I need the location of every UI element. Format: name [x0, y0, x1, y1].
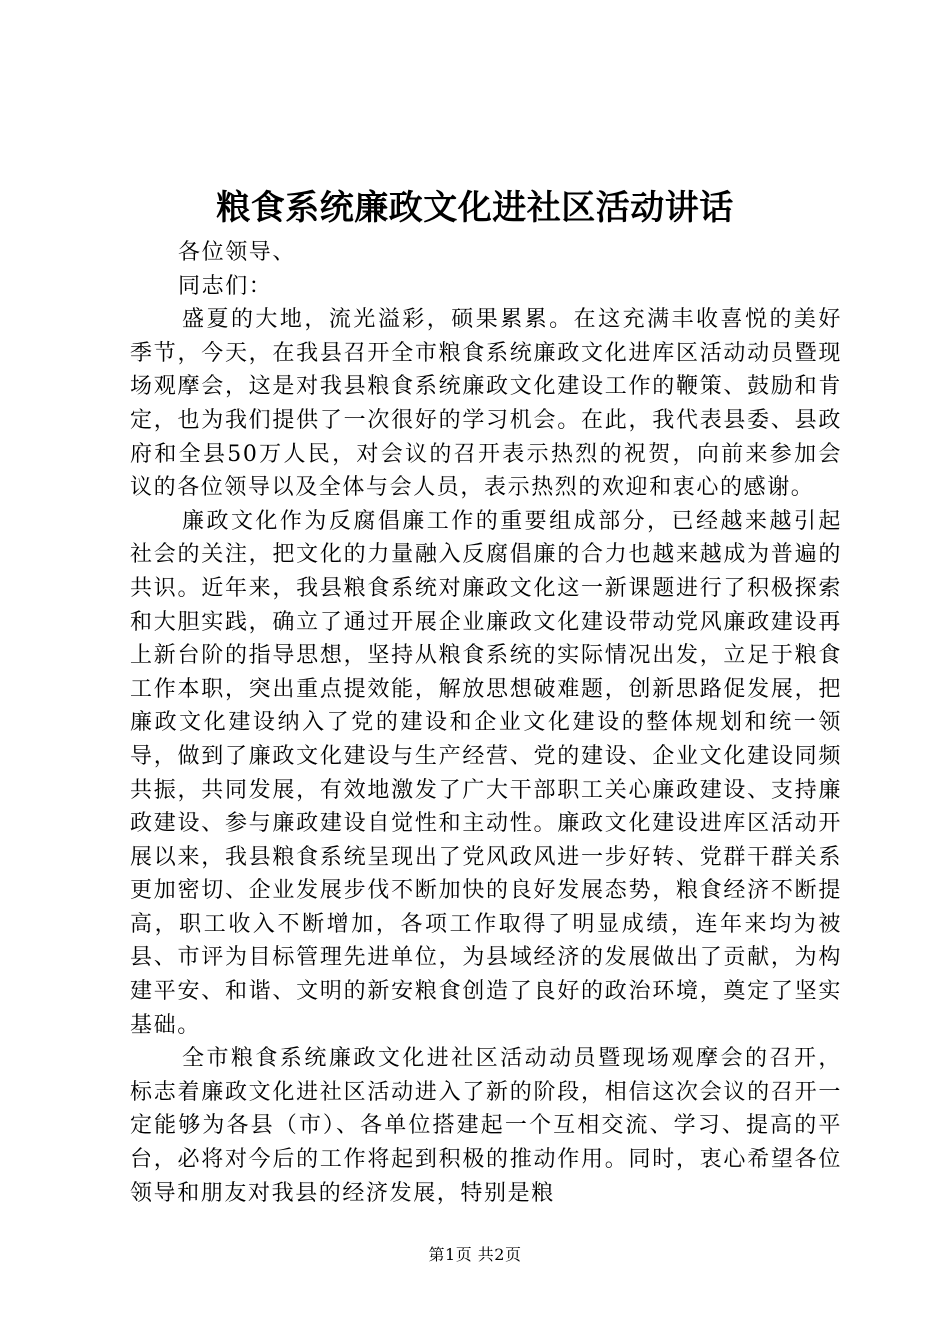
paragraph-achievements: 廉政文化作为反腐倡廉工作的重要组成部分，已经越来越引起社会的关注，把文化的力量融入反腐倡廉的合力也越来越成为普遍的共识。近年来，我县粮食系统对廉政文化这一新课题进行了积极探索和大胆实践，确立了通过开展企业廉政文化建设带动党风廉政建设再上新台阶的指导思想，坚持从粮食系统的实际情况出发，立足于粮食工作本职，突出重点提效能，解放思想破难题，创新思路促发展，把廉政文化建设纳入了党的建设和企业文化建设的整体规划和统一领导，做到了廉政文化建设与生产经营、党的建设、企业文化建设同频共振，共同发展，有效地激发了广大干部职工关心廉政建设、支持廉政建设、参与廉政建设自觉性和主动性。廉政文化建设进库区活动开展以来，我县粮食系统呈现出了党风政风进一步好转、党群干群关系更加密切、企业发展步伐不断加快的良好发展态势，粮食经济不断提高，职工收入不断增加，各项工作取得了明显成绩，连年来均为被县、市评为目标管理先进单位，为县域经济的发展做出了贡献，为构建平安、和谐、文明的新安粮食创造了良好的政治环境，奠定了坚实基础。 [130, 508, 842, 1038]
paragraph-significance: 全市粮食系统廉政文化进社区活动动员暨现场观摩会的召开，标志着廉政文化进社区活动进入了新的阶段，相信这次会议的召开一定能够为各县（市）、各单位搭建起一个互相交流、学习、提高的平台，必将对今后的工作将起到积极的推动作用。同时，衷心希望各位领导和朋友对我县的经济发展，特别是粮 [130, 1046, 842, 1206]
page-number-footer: 第1页 共2页 [428, 1245, 522, 1264]
salutation-comrades: 同志们： [178, 273, 273, 299]
salutation-leaders: 各位领导、 [178, 240, 297, 265]
document-body [130, 236, 842, 1210]
document-title: 粮食系统廉政文化进社区活动讲话 [216, 188, 734, 228]
paragraph-opening: 盛夏的大地，流光溢彩，硕果累累。在这充满丰收喜悦的美好季节，今天，在我县召开全市粮食系统廉政文化进库区活动动员暨现场观摩会，这是对我县粮食系统廉政文化建设工作的鞭策、鼓励和肯定，也为我们提供了一次很好的学习机会。在此，我代表县委、县政府和全县50万人民，对会议的召开表示热烈的祝贺，向前来参加会议的各位领导以及全体与会人员，表示热烈的欢迎和衷心的感谢。 [130, 307, 842, 501]
